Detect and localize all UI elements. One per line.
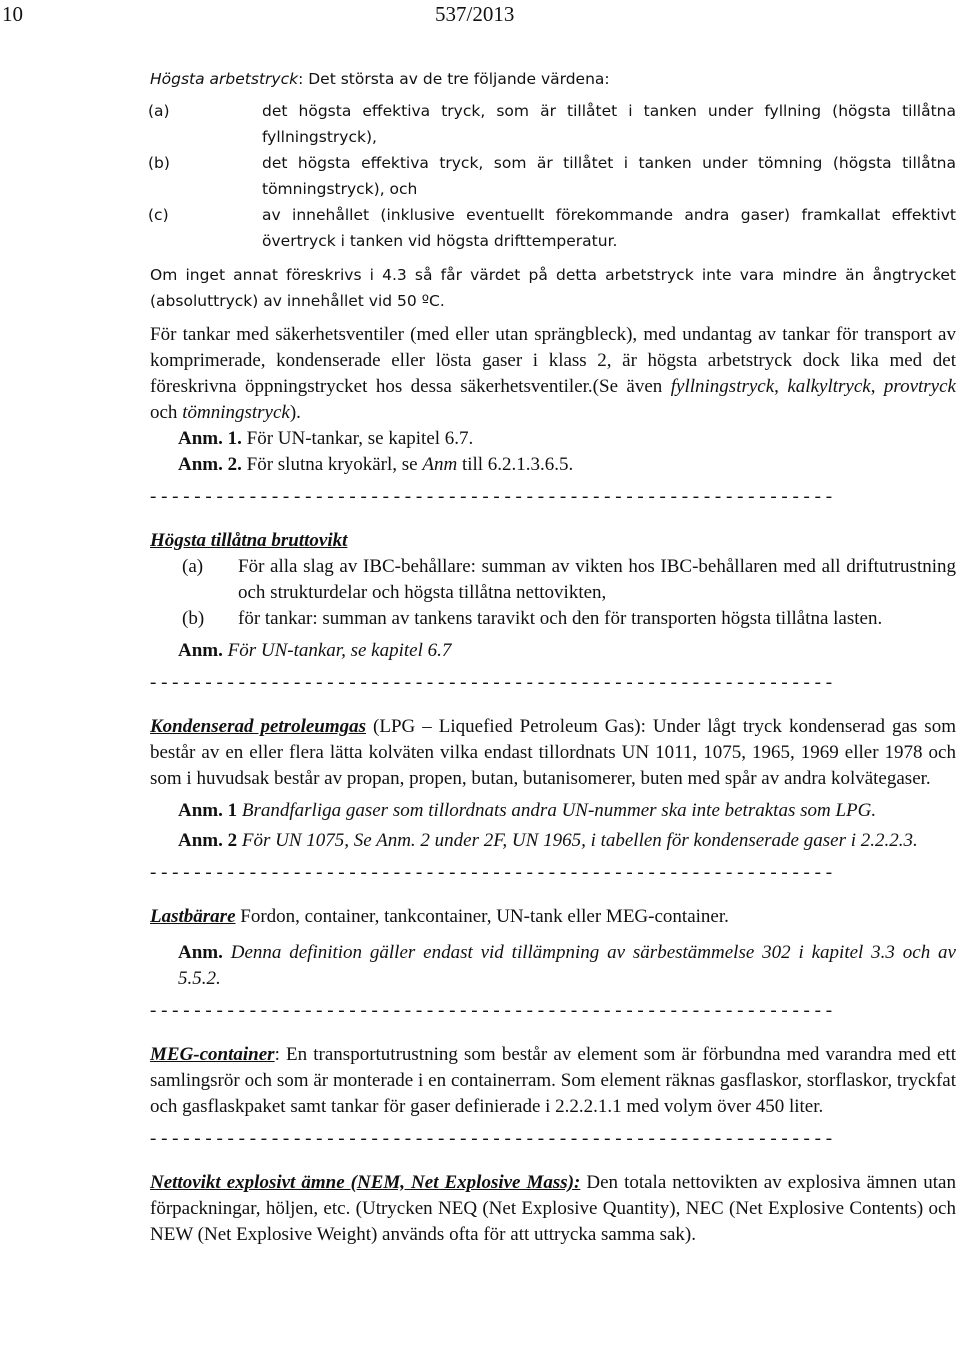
term-lastbarare: Lastbärare xyxy=(150,906,236,927)
term-meg-container: MEG-container xyxy=(150,1044,275,1065)
ref-term: tömningstryck xyxy=(182,402,290,423)
list-item xyxy=(148,202,956,254)
note-label: Anm. 1. xyxy=(178,428,242,449)
note-text: För UN-tankar, se kapitel 6.7 xyxy=(222,640,452,661)
paragraph-text: För tankar med säkerhetsventiler (med eller utan sprängbleck), med undantag av tankar för transport av komprimerade, kondenserade eller lösta gaser i klass 2, är högsta arbetstryck dock lika med det föreskrivna öppningstrycket hos dessa säkerhetsventiler. xyxy=(150,324,956,397)
item-text: för tankar: summan av tankens taravikt och den för transporten högsta tillåtna lasten. xyxy=(238,608,883,629)
note-label: Anm. 1 xyxy=(178,800,238,821)
ref-separator: , xyxy=(774,376,788,397)
item-list xyxy=(150,554,956,632)
note-label: Anm. xyxy=(178,640,223,661)
note-ref: Anm xyxy=(422,454,458,475)
list-item xyxy=(150,554,956,606)
note xyxy=(178,638,956,664)
section-nettovikt-explosivt-amne xyxy=(150,1170,956,1248)
note-label: Anm. 2. xyxy=(178,454,242,475)
item-label: (c) xyxy=(148,206,169,224)
item-text: För alla slag av IBC-behållare: summan av vikten hos IBC-behållaren med all driftutrustning och strukturdelar och högsta tillåtna nettovikten, xyxy=(238,556,956,603)
definition-text: : En transportutrustning som består av element som är förbundna med varandra med ett samlingsrör och som är monterade i en containerram. Som element räknas gasflaskor, storflaskor, tryckfat och gasflaskpaket samt tankar för gaser definierade i 2.2.2.1.1 med volym över 450 liter. xyxy=(150,1044,956,1117)
list-item xyxy=(148,98,956,150)
ref-term: provtryck xyxy=(883,376,956,397)
definition-paragraph xyxy=(150,714,956,792)
paragraph: Om inget annat föreskrivs i 4.3 så får värdet på detta arbetstryck inte vara mindre än ångtrycket (absoluttryck) av innehållet vid 50 ºC. xyxy=(150,266,956,310)
see-also-text: (Se även xyxy=(592,376,671,397)
item-label: (b) xyxy=(148,154,170,172)
section-meg-container xyxy=(150,1042,956,1120)
term-hogsta-arbetstryck: Högsta arbetstryck xyxy=(150,70,299,88)
term-kondenserad-petroleumgas: Kondenserad petroleumgas xyxy=(150,716,367,737)
section-hogsta-tillatna-bruttovikt xyxy=(150,528,956,664)
ref-term: kalkyltryck xyxy=(787,376,871,397)
separator-line: - - - - - - - - - - - - - - - - - - - - - - - - - - - - - - - - - - - - - - - - - - - - - - - - - - - - - - - - - - - - - - xyxy=(150,862,833,883)
note-label: Anm. xyxy=(178,942,223,963)
definition-text: Den totala nettovikten av explosiva ämnen utan förpackningar, höljen, etc. (Utrycken NEQ (Net Explosive Quantity), NEC (Net Explosive Contents) och NEW (Net Explosive Weight) används ofta för att uttrycka samma sak). xyxy=(150,1172,956,1245)
note xyxy=(178,452,956,478)
definition-intro xyxy=(150,66,956,92)
item-text: det högsta effektiva tryck, som är tillåtet i tanken under tömning (högsta tillåtna tömningstryck), och xyxy=(262,154,956,198)
ref-term: fyllningstryck xyxy=(670,376,775,397)
item-text: av innehållet (inklusive eventuellt förekommande andra gaser) framkallat effektivt övertryck i tanken vid högsta drifttemperatur. xyxy=(262,206,956,250)
note-text: Denna definition gäller endast vid tillämpning av särbestämmelse 302 i kapitel 3.3 och av 5.5.2. xyxy=(178,942,956,989)
item-text: det högsta effektiva tryck, som är tillåtet i tanken under fyllning (högsta tillåtna fyllningstryck), xyxy=(262,102,956,146)
item-label: (a) xyxy=(148,102,170,120)
list-item xyxy=(150,606,956,632)
section-kondenserad-petroleumgas xyxy=(150,714,956,854)
separator-line: - - - - - - - - - - - - - - - - - - - - - - - - - - - - - - - - - - - - - - - - - - - - - - - - - - - - - - - - - - - - - - xyxy=(150,672,833,693)
item-label: (b) xyxy=(182,608,205,629)
note-label: Anm. 2 xyxy=(178,830,238,851)
page-number: 10 xyxy=(2,2,23,26)
section-lastbarare xyxy=(150,904,956,992)
separator-line: - - - - - - - - - - - - - - - - - - - - - - - - - - - - - - - - - - - - - - - - - - - - - - - - - - - - - - - - - - - - - - xyxy=(150,486,833,507)
intro-text: : Det största av de tre följande värdena: xyxy=(298,70,610,88)
definition-text: Fordon, container, tankcontainer, UN-tank eller MEG-container. xyxy=(235,906,729,927)
note-text: För UN 1075, Se Anm. 2 under 2F, UN 1965, i tabellen för kondenserade gaser i 2.2.2.3. xyxy=(237,830,918,851)
note-text: För slutna kryokärl, se xyxy=(241,454,423,475)
list-item xyxy=(148,150,956,202)
ref-separator: och xyxy=(150,402,183,423)
page-body xyxy=(150,66,956,1248)
section-hogsta-arbetstryck xyxy=(150,66,956,478)
definition-paragraph xyxy=(150,904,956,930)
definition-text: (LPG – Liquefied Petroleum Gas): Under lågt tryck kondenserad gas som består av en eller flera lätta kolväten vilka endast tillordnats UN 1011, 1075, 1965, 1969 eller 1978 och som i huvudsak består av propan, propen, butan, butanisomerer, buten med spår av andra kolvätegaser. xyxy=(150,716,956,789)
note xyxy=(178,940,956,992)
definition-heading xyxy=(150,528,956,554)
note-text: Brandfarliga gaser som tillordnats andra UN-nummer ska inte betraktas som LPG. xyxy=(237,800,877,821)
separator-line: - - - - - - - - - - - - - - - - - - - - - - - - - - - - - - - - - - - - - - - - - - - - - - - - - - - - - - - - - - - - - - xyxy=(150,1000,833,1021)
note-text: till 6.2.1.3.6.5. xyxy=(457,454,574,475)
note xyxy=(178,828,956,854)
separator-line: - - - - - - - - - - - - - - - - - - - - - - - - - - - - - - - - - - - - - - - - - - - - - - - - - - - - - - - - - - - - - - xyxy=(150,1128,833,1149)
definition-paragraph xyxy=(150,1170,956,1248)
note-text: För UN-tankar, se kapitel 6.7. xyxy=(241,428,474,449)
document-id: 537/2013 xyxy=(435,2,515,26)
term-hogsta-tillatna-bruttovikt: Högsta tillåtna bruttovikt xyxy=(150,530,348,551)
item-label: (a) xyxy=(182,556,204,577)
definition-paragraph xyxy=(150,1042,956,1120)
term-nettovikt-explosivt-amne: Nettovikt explosivt ämne (NEM, Net Explosive Mass): xyxy=(150,1172,581,1193)
note xyxy=(178,426,956,452)
item-list xyxy=(150,98,956,254)
paragraph xyxy=(150,322,956,426)
ref-separator: , xyxy=(870,376,884,397)
note xyxy=(178,798,956,824)
ref-end: ). xyxy=(289,402,301,423)
